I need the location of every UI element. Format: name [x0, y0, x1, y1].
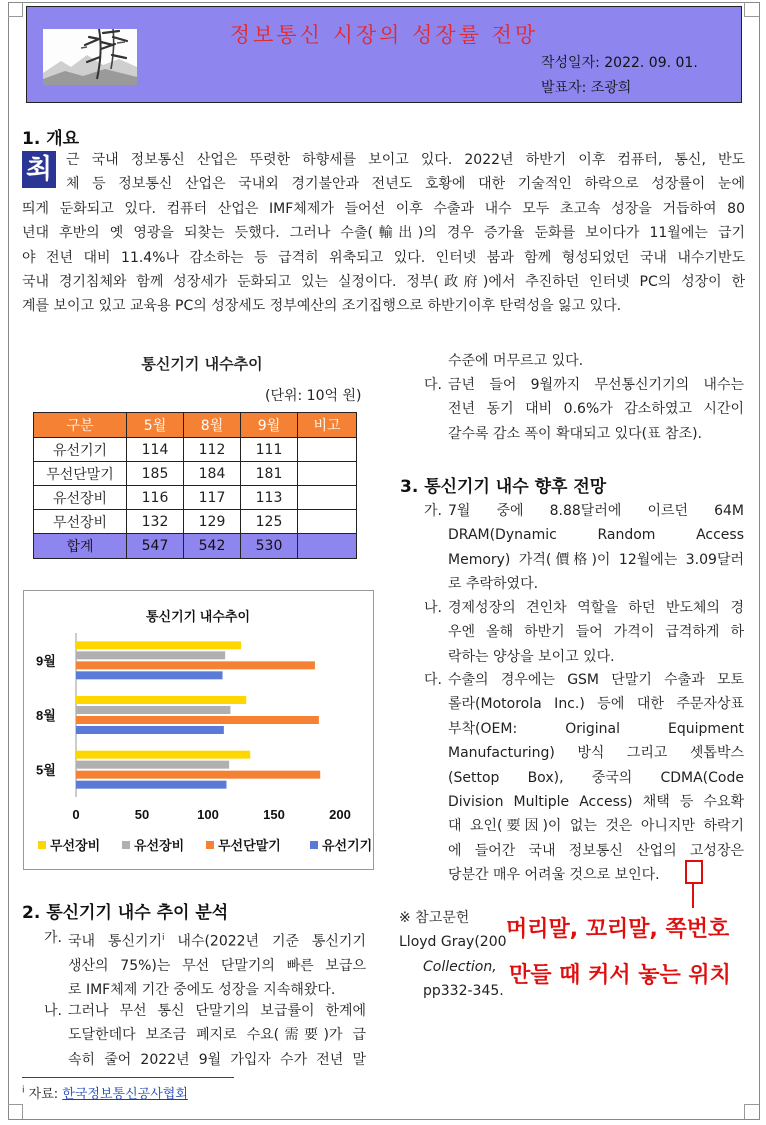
table-cell: 112 — [184, 438, 241, 462]
table-cell — [298, 486, 357, 510]
bar-유선장비-8월 — [76, 706, 230, 714]
x-tick-label: 200 — [329, 807, 351, 822]
references — [399, 906, 507, 1000]
table-cell: 184 — [184, 462, 241, 486]
footnote-marker: i — [22, 1085, 25, 1096]
paragraph-line: 대 요인(要因)이 없는 것은 아니지만 하락기 — [448, 818, 744, 835]
table-cell: 185 — [127, 462, 184, 486]
table-cell — [298, 438, 357, 462]
table-cell: 117 — [184, 486, 241, 510]
date-label: 작성일자: 2022. 09. 01. — [541, 55, 698, 71]
bamboo-landscape-image[interactable] — [43, 29, 137, 85]
table-unit: (단위: 10억 원) — [265, 388, 362, 404]
paragraph-line: 생산의 75%)는 무선 단말기의 빠른 보급으 — [68, 958, 366, 975]
table-cell: 116 — [127, 486, 184, 510]
paragraph-line: 경제성장의 견인차 역할을 하던 반도체의 경 — [448, 600, 744, 616]
legend-label: 유선기기 — [322, 838, 373, 853]
cursor-highlight-box — [685, 860, 703, 884]
item-label: 나. — [424, 600, 442, 616]
bar-유선장비-9월 — [76, 651, 225, 659]
table-header-cell: 8월 — [184, 413, 241, 438]
paragraph-line: 롤라(Motorola Inc.) 등에 대한 주문자상표 — [448, 696, 744, 713]
legend-label: 무선단말기 — [218, 838, 281, 853]
item-label: 다. — [424, 672, 442, 688]
paragraph-line: 체 등 정보통신 산업은 국내외 경기불안과 전년도 호황에 대한 기술적인 하락으로 성장률이 눈에 — [66, 176, 745, 193]
table-header-cell: 5월 — [127, 413, 184, 438]
table-total-row — [34, 534, 357, 559]
bar-무선장비-5월 — [76, 751, 250, 759]
paragraph-line: 야 전년 대비 11.4%나 감소하는 등 급격히 위축되고 있다. 인터넷 붐과 함께 형성되었던 국내 내수기반도 — [22, 249, 745, 266]
paragraph-line: 당분간 매우 어려울 것으로 보인다. — [448, 867, 660, 884]
page-corner-mark — [744, 2, 759, 17]
dropcap: 최 — [22, 151, 56, 188]
annotation-text: 머리말, 꼬리말, 쪽번호 — [506, 917, 730, 942]
table-total-cell: 547 — [127, 534, 184, 559]
bar-유선기기-5월 — [76, 781, 226, 789]
overview-paragraph[interactable] — [22, 148, 745, 319]
item-label: 나. — [44, 1003, 62, 1019]
bar-무선장비-9월 — [76, 641, 241, 649]
item-label: 다. — [424, 377, 442, 393]
paragraph-line: 내수(2022년 기준 통신기기 — [164, 933, 366, 950]
outlook-item-na — [424, 596, 744, 671]
table-total-cell: 542 — [184, 534, 241, 559]
table-cell: 무선장비 — [34, 510, 127, 534]
legend-swatch — [310, 841, 318, 849]
table-cell: 129 — [184, 510, 241, 534]
table-cell: 132 — [127, 510, 184, 534]
data-table[interactable] — [33, 412, 357, 559]
presenter-label: 발표자: 조광희 — [541, 80, 632, 96]
table-cell: 유선기기 — [34, 438, 127, 462]
table-cell — [298, 462, 357, 486]
paragraph-line: 국내 경기침체와 함께 성장세가 둔화되고 있는 실정이다. 정부(政府)에서 추진하던 인터넷 PC의 성장이 한 — [22, 274, 745, 291]
analysis-item-na — [44, 999, 366, 1074]
legend-swatch — [38, 841, 46, 849]
table-cell: 무선단말기 — [34, 462, 127, 486]
analysis-item-da — [424, 373, 744, 448]
bar-무선단말기-8월 — [76, 716, 319, 724]
bar-무선장비-8월 — [76, 696, 246, 704]
reference-line: pp332-345. — [423, 983, 504, 1000]
table-total-cell — [298, 534, 357, 559]
references-heading: ※ 참고문헌 — [399, 910, 470, 926]
bar-무선단말기-5월 — [76, 771, 320, 779]
paragraph-line: 금년 들어 9월까지 무선통신기기의 내수는 — [448, 377, 744, 393]
legend-swatch — [206, 841, 214, 849]
footnote — [22, 1083, 188, 1102]
table-row — [34, 510, 357, 534]
table-title: 통신기기 내수추이 — [141, 355, 263, 373]
bar-유선장비-5월 — [76, 761, 229, 769]
section-heading-analysis: 2. 통신기기 내수 추이 분석 — [22, 903, 229, 923]
x-tick-label: 150 — [263, 807, 285, 822]
table-cell: 125 — [241, 510, 298, 534]
item-label: 가. — [424, 503, 442, 519]
item-label: 가. — [44, 930, 62, 946]
y-category-label: 5월 — [36, 762, 56, 778]
table-cell: 111 — [241, 438, 298, 462]
analysis-item-ga — [44, 926, 366, 1001]
document-title: 정보통신 시장의 성장률 전망 — [229, 23, 539, 47]
section-heading-overview: 1. 개요 — [22, 129, 80, 149]
table-cell: 113 — [241, 486, 298, 510]
paragraph-line: 7월 중에 8.88달러에 이르던 64M — [448, 503, 744, 519]
page-corner-mark — [8, 2, 23, 17]
table-row — [34, 462, 357, 486]
paragraph-line: 부착(OEM: Original Equipment — [448, 720, 744, 737]
paragraph-line: Memory) 가격(價格)이 12월에는 3.09달러 — [448, 551, 744, 568]
table-row — [34, 486, 357, 510]
table-total-cell: 530 — [241, 534, 298, 559]
table-row — [34, 438, 357, 462]
paragraph-line: 우엔 올해 하반기 들어 가격이 급격하게 하 — [448, 624, 744, 641]
paragraph-line: 계를 보이고 있고 교육용 PC의 성장세도 정부예산의 조기집행으로 하반기이후 탄력성을 잃고 있다. — [22, 298, 622, 315]
title-header-box[interactable] — [26, 6, 742, 103]
paragraph-line: DRAM(Dynamic Random Access — [448, 527, 744, 544]
page-corner-mark — [744, 1104, 759, 1119]
chart-object[interactable] — [23, 590, 374, 870]
table-cell — [298, 510, 357, 534]
table-header-cell: 비고 — [298, 413, 357, 438]
x-tick-label: 100 — [197, 807, 219, 822]
bar-무선단말기-9월 — [76, 661, 315, 669]
table-header-cell: 9월 — [241, 413, 298, 438]
section-heading-outlook: 3. 통신기기 내수 향후 전망 — [400, 477, 607, 497]
table-cell: 114 — [127, 438, 184, 462]
paragraph-line: 국내 통신기기 — [68, 933, 163, 950]
table-total-cell: 합계 — [34, 534, 127, 559]
footnote-link[interactable]: 한국정보통신공사협회 — [62, 1087, 188, 1102]
paragraph-line: 락하는 양상을 보이고 있다. — [448, 648, 615, 665]
table-cell: 181 — [241, 462, 298, 486]
y-category-label: 9월 — [36, 653, 56, 669]
chart-title: 통신기기 내수추이 — [145, 609, 251, 624]
outlook-item-da — [424, 668, 744, 890]
paragraph-line: 갈수록 감소 폭이 확대되고 있다(표 참조). — [448, 425, 703, 442]
paragraph-line: (Settop Box), 중국의 CDMA(Code — [448, 769, 744, 786]
paragraph-line: 띄게 둔화되고 있다. 컴퓨터 산업은 IMF체제가 들어선 이후 수출과 내수 모두 초고속 성장을 거듭하여 80 — [22, 200, 745, 217]
paragraph-line: 도달한데다 보조금 폐지로 수요(需要)가 급 — [68, 1027, 366, 1044]
paragraph-line: 전년 동기 대비 0.6%가 감소하였고 시간이 — [448, 401, 744, 418]
bar-chart — [24, 591, 373, 869]
paragraph-line: 로 IMF체제 기간 중에도 성장을 지속해왔다. — [68, 982, 336, 999]
paragraph-line: 수출의 경우에는 GSM 단말기 수출과 모토 — [448, 672, 744, 688]
annotation-text: 만들 때 커서 놓는 위치 — [509, 963, 731, 988]
footnote-separator — [22, 1077, 234, 1078]
paragraph-line: 년대 후반의 옛 영광을 되찾는 듯했다. 그러나 수출(輸出)의 경우 증가율 둔화를 보이다가 11월에는 급기 — [22, 225, 745, 242]
y-category-label: 8월 — [36, 708, 56, 723]
analysis-continuation — [448, 349, 748, 373]
x-tick-label: 50 — [134, 807, 150, 822]
table-cell: 유선장비 — [34, 486, 127, 510]
bar-유선기기-8월 — [76, 726, 224, 734]
paragraph-line: 근 국내 정보통신 산업은 뚜렷한 하향세를 보이고 있다. 2022년 하반기 이후 컴퓨터, 통신, 반도 — [66, 152, 745, 168]
x-tick-label: 0 — [72, 807, 80, 822]
page-corner-mark — [8, 1104, 23, 1119]
paragraph-line: 그러나 무선 통신 단말기의 보급률이 한계에 — [68, 1003, 366, 1019]
footnote-prefix: 자료: — [28, 1087, 59, 1102]
table-header-row — [34, 413, 357, 438]
footnote-marker[interactable]: i — [162, 933, 165, 943]
paragraph-line: 수준에 머무르고 있다. — [448, 353, 584, 369]
reference-line: Lloyd Gray(200 — [399, 934, 507, 951]
legend-swatch — [122, 841, 130, 849]
table-header-cell: 구분 — [34, 413, 127, 438]
paragraph-line: Division Multiple Access) 채택 등 수요확 — [448, 794, 744, 811]
annotation-pointer-line — [692, 884, 694, 908]
outlook-item-ga — [424, 499, 744, 597]
reference-line: Collection, — [423, 958, 497, 975]
legend-label: 무선장비 — [50, 838, 101, 853]
paragraph-line: 속히 줄어 2022년 9월 가입자 수가 전년 말 — [68, 1051, 366, 1068]
paragraph-line: 에 들어간 국내 정보통신 산업의 고성장은 — [448, 842, 744, 859]
bar-유선기기-9월 — [76, 671, 223, 679]
paragraph-line: Manufacturing) 방식 그리고 셋톱박스 — [448, 745, 744, 762]
paragraph-line: 로 추락하였다. — [448, 576, 539, 593]
legend-label: 유선장비 — [134, 838, 185, 853]
